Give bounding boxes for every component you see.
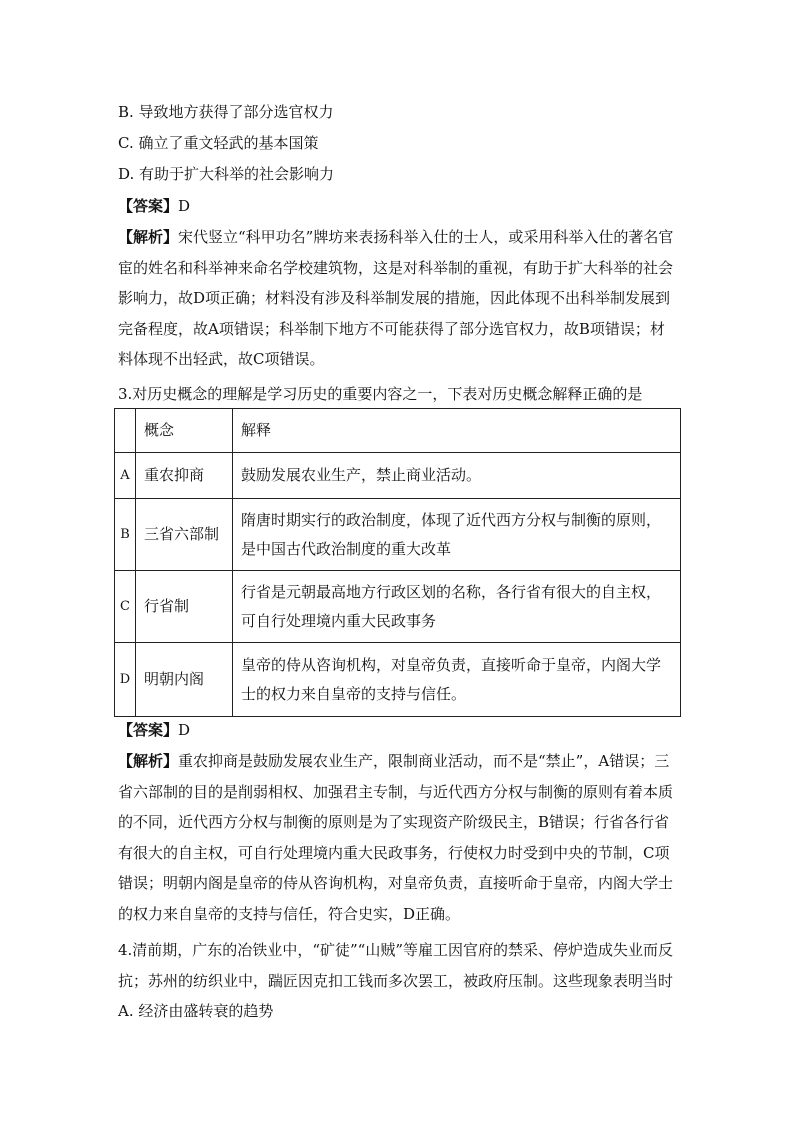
q3-answer — [118, 720, 190, 740]
answer-tag: 【答案】 — [118, 721, 179, 739]
table-row — [115, 643, 681, 717]
row-letter: A — [115, 453, 136, 499]
table-row — [115, 499, 681, 571]
q4-stem: 4.清前期，广东的冶铁业中，“矿徒”“山贼”等雇工因官府的禁采、停炉造成失业而反抗；苏州的纺织业中，踹匠因克扣工钱而多次罢工，被政府压制。这些现象表明当时 — [118, 941, 674, 990]
q2-analysis — [118, 222, 678, 375]
answer-tag: 【答案】 — [118, 197, 179, 215]
row-concept: 三省六部制 — [136, 499, 233, 571]
option-d: D. 有助于扩大科举的社会影响力 — [118, 165, 335, 183]
table-header-row — [115, 409, 681, 453]
row-letter: D — [115, 643, 136, 717]
answer-value: D — [178, 721, 191, 739]
answer-value: D — [178, 197, 191, 215]
q3-stem: 3.对历史概念的理解是学习历史的重要内容之一，下表对历史概念解释正确的是 — [118, 385, 643, 403]
table-header-cell: 概念 — [136, 409, 233, 453]
row-concept: 重农抑商 — [136, 453, 233, 499]
row-explanation: 隋唐时期实行的政治制度，体现了近代西方分权与制衡的原则，是中国古代政治制度的重大改革 — [233, 499, 681, 571]
analysis-text: 重农抑商是鼓励发展农业生产，限制商业活动，而不是“禁止”，A错误；三省六部制的目的是削弱相权、加强君主专制，与近代西方分权与制衡的原则有着本质的不同，近代西方分权与制衡的原则是为了实现资产阶级民主，B错误；行省各行省有很大的自主权，可自行处理境内重大民政事务，行使权力时受到中央的节制，C项错误；明朝内阁是皇帝的侍从咨询机构，对皇帝负责，直接听命于皇帝，内阁大学士的权力来自皇帝的支持与信任，符合史实，D正确。 — [118, 752, 674, 923]
q2-answer — [118, 196, 190, 216]
table-row — [115, 453, 681, 499]
q3-analysis — [118, 746, 678, 929]
table-header-cell — [115, 409, 136, 453]
option-c: C. 确立了重文轻武的基本国策 — [118, 134, 319, 152]
row-explanation: 行省是元朝最高地方行政区划的名称，各行省有很大的自主权，可自行处理境内重大民政事务 — [233, 571, 681, 643]
q4-option-a: A. 经济由盛转衰的趋势 — [118, 1002, 274, 1020]
table-row — [115, 571, 681, 643]
concept-table — [114, 408, 681, 717]
table-header-cell: 解释 — [233, 409, 681, 453]
analysis-tag: 【解析】 — [118, 228, 179, 246]
option-b: B. 导致地方获得了部分选官权力 — [118, 103, 334, 121]
analysis-tag: 【解析】 — [118, 752, 179, 770]
row-explanation: 皇帝的侍从咨询机构，对皇帝负责，直接听命于皇帝，内阁大学士的权力来自皇帝的支持与信任。 — [233, 643, 681, 717]
row-explanation: 鼓励发展农业生产，禁止商业活动。 — [233, 453, 681, 499]
analysis-text: 宋代竖立“科甲功名”牌坊来表扬科举入仕的士人，或采用科举入仕的著名官宦的姓名和科举神来命名学校建筑物，这是对科举制的重视，有助于扩大科举的社会影响力，故D项正确；材料没有涉及科举制发展的措施，因此体现不出科举制发展到完备程度，故A项错误；科举制下地方不可能获得了部分选官权力，故B项错误；材料体现不出轻武，故C项错误。 — [118, 228, 674, 368]
row-letter: C — [115, 571, 136, 643]
row-letter: B — [115, 499, 136, 571]
row-concept: 明朝内阁 — [136, 643, 233, 717]
row-concept: 行省制 — [136, 571, 233, 643]
